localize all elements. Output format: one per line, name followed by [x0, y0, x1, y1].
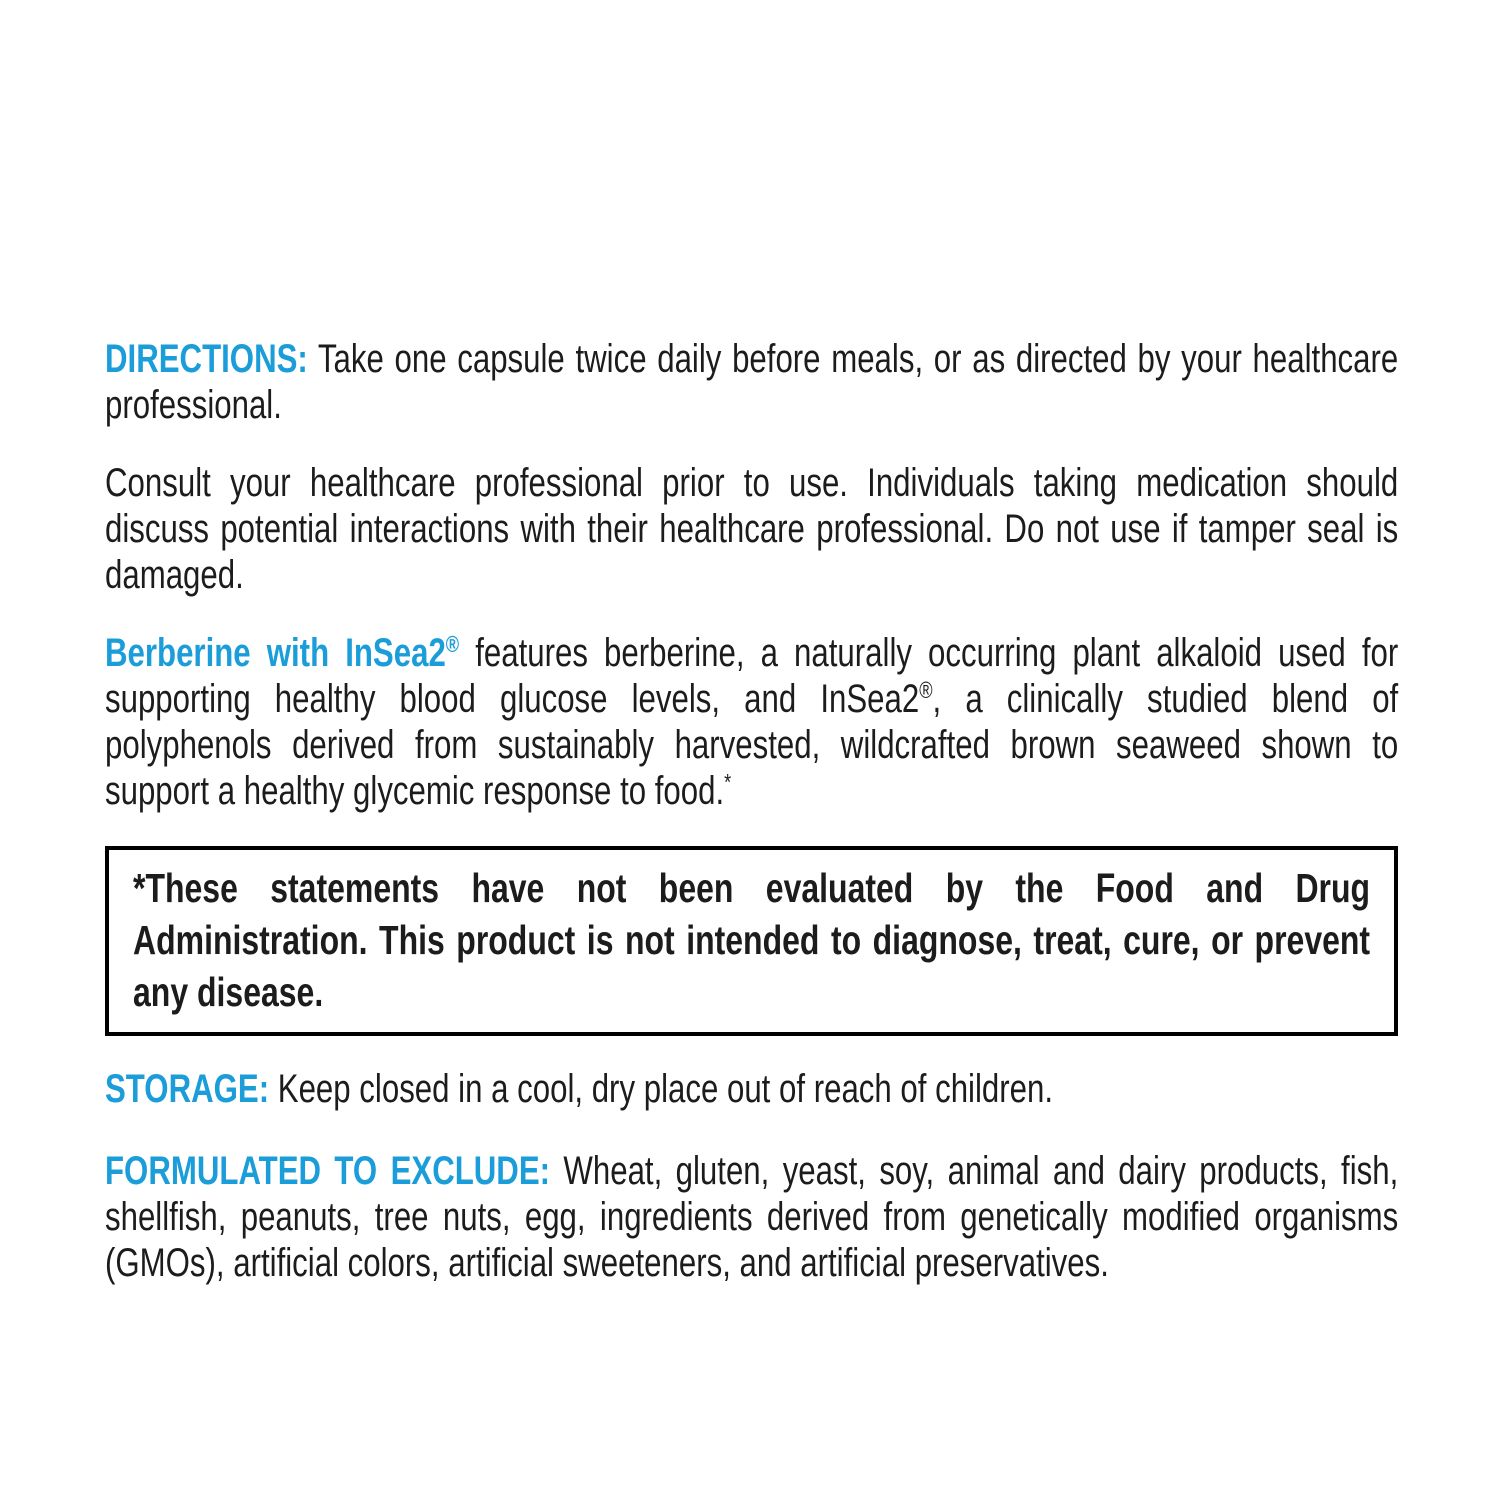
berberine-text-2: , a clinically studied blend of polyphenols derived from sustainably harvested, wildcrafted brown seaweed shown to support a healthy glycemic response to food. [105, 677, 1399, 813]
footnote-asterisk: * [724, 769, 732, 795]
label-text-block [105, 336, 1398, 1286]
berberine-heading: Berberine with InSea2 [105, 631, 446, 675]
berberine-text-1: features berberine, a naturally occurring plant alkaloid used for supporting healthy blood glucose levels, and InSea2 [105, 631, 1399, 721]
storage-paragraph [105, 1066, 1398, 1112]
fda-disclaimer-text: *These statements have not been evaluated by the Food and Drug Administration. This product is not intended to diagnose, treat, cure, or prevent any disease. [133, 865, 1371, 1015]
berberine-heading-registered-mark: ® [445, 631, 460, 657]
storage-heading: STORAGE: [105, 1067, 270, 1111]
formulated-text: Wheat, gluten, yeast, soy, animal and dairy products, fish, shellfish, peanuts, tree nuts, egg, ingredients derived from genetically modified organisms (GMOs), artificial colors, artificial sweeteners, and artificial preservatives. [105, 1149, 1399, 1285]
directions-heading: DIRECTIONS: [105, 337, 308, 381]
formulated-paragraph [105, 1148, 1398, 1286]
berberine-paragraph [105, 630, 1398, 814]
storage-text: Keep closed in a cool, dry place out of reach of children. [269, 1067, 1054, 1111]
directions-text: Take one capsule twice daily before meals, or as directed by your healthcare professional. [105, 337, 1399, 427]
directions-paragraph [105, 336, 1398, 428]
consult-text: Consult your healthcare professional prior to use. Individuals taking medication should discuss potential interactions with their healthcare professional. Do not use if tamper seal is damaged. [105, 461, 1399, 597]
insea2-registered-mark: ® [919, 677, 933, 703]
formulated-heading: FORMULATED TO EXCLUDE: [105, 1149, 551, 1193]
fda-disclaimer-box [105, 846, 1398, 1036]
consult-paragraph [105, 460, 1398, 598]
